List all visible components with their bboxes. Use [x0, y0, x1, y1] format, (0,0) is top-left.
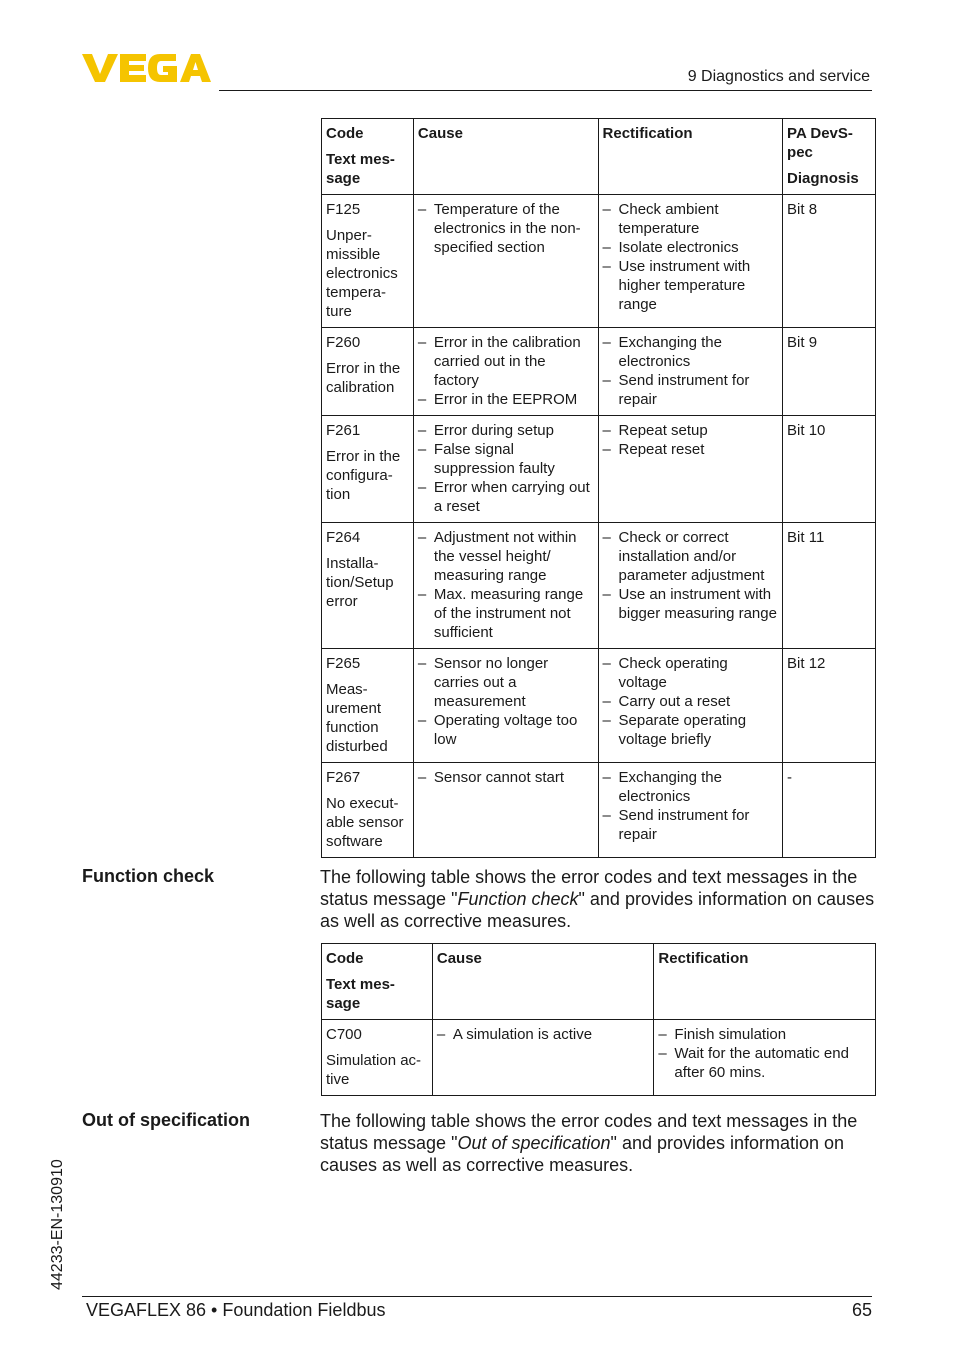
cause-list — [418, 333, 594, 409]
cause-list-item: – Error when carrying out a reset — [418, 478, 594, 516]
cause-list-item: – Error during setup — [418, 421, 594, 440]
code-cell — [322, 763, 414, 858]
table-row — [322, 328, 876, 416]
vega-logo-graphic — [82, 52, 212, 84]
text-message-header: Text mes- sage — [326, 976, 395, 1012]
chapter-heading: 9 Diagnostics and service — [687, 68, 870, 85]
footer-product: VEGAFLEX 86 • Foundation Fieldbus — [86, 1300, 386, 1320]
diagnosis-cell — [783, 328, 876, 416]
rectification-list — [603, 528, 779, 623]
table-row — [322, 763, 876, 858]
cause-cell — [413, 763, 598, 858]
rectification-cell — [598, 763, 783, 858]
pa-devspec-header: PA DevS- pec — [787, 125, 853, 161]
text-message: Error in the configura- tion — [326, 448, 401, 503]
function-check-paragraph: The following table shows the error codes and text messages in the status message "Function check" and provides information on causes as well as corrective measures. — [320, 867, 875, 931]
code-cell — [322, 195, 414, 328]
text-message: Error in the calibration — [326, 360, 401, 396]
rectification-list-item: – Repeat setup — [603, 421, 779, 440]
rectification-list-item: – Isolate electronics — [603, 238, 779, 257]
cause-header-cell — [413, 119, 598, 195]
rectification-list-item: – Use instrument with higher temperature range — [603, 257, 779, 314]
rectification-cell — [654, 1020, 876, 1096]
cause-list — [418, 768, 594, 787]
cause-list — [418, 200, 594, 257]
rectification-list — [603, 421, 779, 459]
table-header-row — [322, 119, 876, 195]
diagnosis-cell — [783, 523, 876, 649]
code-header-cell — [322, 944, 433, 1020]
page-number: 65 — [851, 1300, 872, 1320]
text-message: Installa- tion/Setup error — [326, 555, 394, 610]
code-cell — [322, 416, 414, 523]
error-code: F260 — [326, 334, 361, 351]
diagnosis-bit: Bit 9 — [787, 334, 818, 351]
diagnosis-cell — [783, 416, 876, 523]
rectification-list-item: – Separate operating voltage briefly — [603, 711, 779, 749]
rectification-header: Rectification — [602, 125, 693, 142]
cause-list-item: – False signal suppression faulty — [418, 440, 594, 478]
rectification-cell — [598, 328, 783, 416]
cause-list-item: – Error in the calibration carried out in the factory — [418, 333, 594, 390]
rectification-list — [603, 200, 779, 314]
text-message: Simulation ac- tive — [326, 1052, 422, 1088]
function-check-table — [321, 943, 876, 1096]
rectification-list-item: – Exchanging the electronics — [603, 333, 779, 371]
cause-cell — [413, 649, 598, 763]
rectification-cell — [598, 195, 783, 328]
cause-list-item: – Temperature of the electronics in the non-specified section — [418, 200, 594, 257]
error-code: F264 — [326, 529, 361, 546]
rectification-list — [658, 1025, 871, 1082]
rectification-header-cell — [654, 944, 876, 1020]
cause-list — [418, 654, 594, 749]
cause-list-item: – Error in the EEPROM — [418, 390, 594, 409]
cause-list-item: – Adjustment not within the vessel height/ measuring range — [418, 528, 594, 585]
failure-codes-table — [321, 118, 876, 858]
cause-cell — [413, 416, 598, 523]
diagnosis-bit: Bit 11 — [787, 529, 825, 546]
rectification-cell — [598, 523, 783, 649]
cause-header: Cause — [436, 950, 482, 967]
rectification-header-cell — [598, 119, 783, 195]
rectification-list — [603, 654, 779, 749]
diagnosis-cell — [783, 195, 876, 328]
cause-list — [418, 421, 594, 516]
table-row — [322, 1020, 876, 1096]
rectification-list-item: – Repeat reset — [603, 440, 779, 459]
cause-list — [437, 1025, 650, 1044]
diagnosis-bit: Bit 8 — [787, 201, 818, 218]
text-message: Unper- missible electronics tempera- ture — [326, 227, 398, 320]
table-row — [322, 649, 876, 763]
rectification-cell — [598, 416, 783, 523]
rectification-list-item: – Use an instrument with bigger measuring range — [603, 585, 779, 623]
rectification-list-item: – Send instrument for repair — [603, 806, 779, 844]
cause-cell — [413, 328, 598, 416]
error-code: F265 — [326, 655, 361, 672]
function-check-heading: Function check — [82, 866, 215, 886]
out-of-specification-paragraph: The following table shows the error codes and text messages in the status message "Out of specification" and provides information on causes as well as corrective measures. — [320, 1111, 858, 1175]
cause-list-item: – A simulation is active — [437, 1025, 650, 1044]
rectification-list-item: – Carry out a reset — [603, 692, 779, 711]
rectification-list — [603, 333, 779, 409]
footer-divider — [82, 1296, 872, 1297]
cause-list — [418, 528, 594, 642]
rectification-cell — [598, 649, 783, 763]
status-code: C700 — [326, 1026, 362, 1043]
diagnosis-header: Diagnosis — [787, 170, 859, 187]
code-header: Code — [326, 125, 364, 142]
rectification-list-item: – Check or correct installation and/or parameter adjustment — [603, 528, 779, 585]
diagnosis-bit: Bit 12 — [787, 655, 826, 672]
code-header: Code — [326, 950, 364, 967]
error-code: F267 — [326, 769, 361, 786]
diagnosis-bit: - — [787, 769, 793, 786]
text-message-header: Text mes- sage — [326, 151, 395, 187]
text-message: Meas- urement function disturbed — [326, 681, 388, 755]
rectification-header: Rectification — [658, 950, 749, 967]
cause-header-cell — [432, 944, 654, 1020]
table-row — [322, 195, 876, 328]
rectification-list-item: – Exchanging the electronics — [603, 768, 779, 806]
cause-cell — [413, 523, 598, 649]
code-cell — [322, 649, 414, 763]
diagnosis-bit: Bit 10 — [787, 422, 826, 439]
code-header-cell — [322, 119, 414, 195]
rectification-list-item: – Wait for the automatic end after 60 mins. — [658, 1044, 871, 1082]
cause-list-item: – Max. measuring range of the instrument not sufficient — [418, 585, 594, 642]
cause-list-item: – Sensor no longer carries out a measurement — [418, 654, 594, 711]
vega-logo — [82, 52, 212, 84]
error-code: F261 — [326, 422, 361, 439]
rectification-list-item: – Send instrument for repair — [603, 371, 779, 409]
rectification-list — [603, 768, 779, 844]
diagnosis-cell — [783, 649, 876, 763]
rectification-list-item: – Finish simulation — [658, 1025, 871, 1044]
header-divider — [219, 90, 872, 91]
rectification-list-item: – Check ambient temperature — [603, 200, 779, 238]
diagnosis-cell — [783, 763, 876, 858]
table-header-row — [322, 944, 876, 1020]
table-row — [322, 523, 876, 649]
cause-list-item: – Operating voltage too low — [418, 711, 594, 749]
error-code: F125 — [326, 201, 361, 218]
cause-cell — [432, 1020, 654, 1096]
cause-list-item: – Sensor cannot start — [418, 768, 594, 787]
cause-cell — [413, 195, 598, 328]
table-row — [322, 416, 876, 523]
code-cell — [322, 523, 414, 649]
text-message: No execut- able sensor software — [326, 795, 404, 850]
document-id: 44233-EN-130910 — [49, 1159, 66, 1290]
cause-header: Cause — [417, 125, 463, 142]
code-cell — [322, 1020, 433, 1096]
rectification-list-item: – Check operating voltage — [603, 654, 779, 692]
out-of-specification-heading: Out of specification — [82, 1110, 251, 1130]
code-cell — [322, 328, 414, 416]
diagnosis-header-cell — [783, 119, 876, 195]
